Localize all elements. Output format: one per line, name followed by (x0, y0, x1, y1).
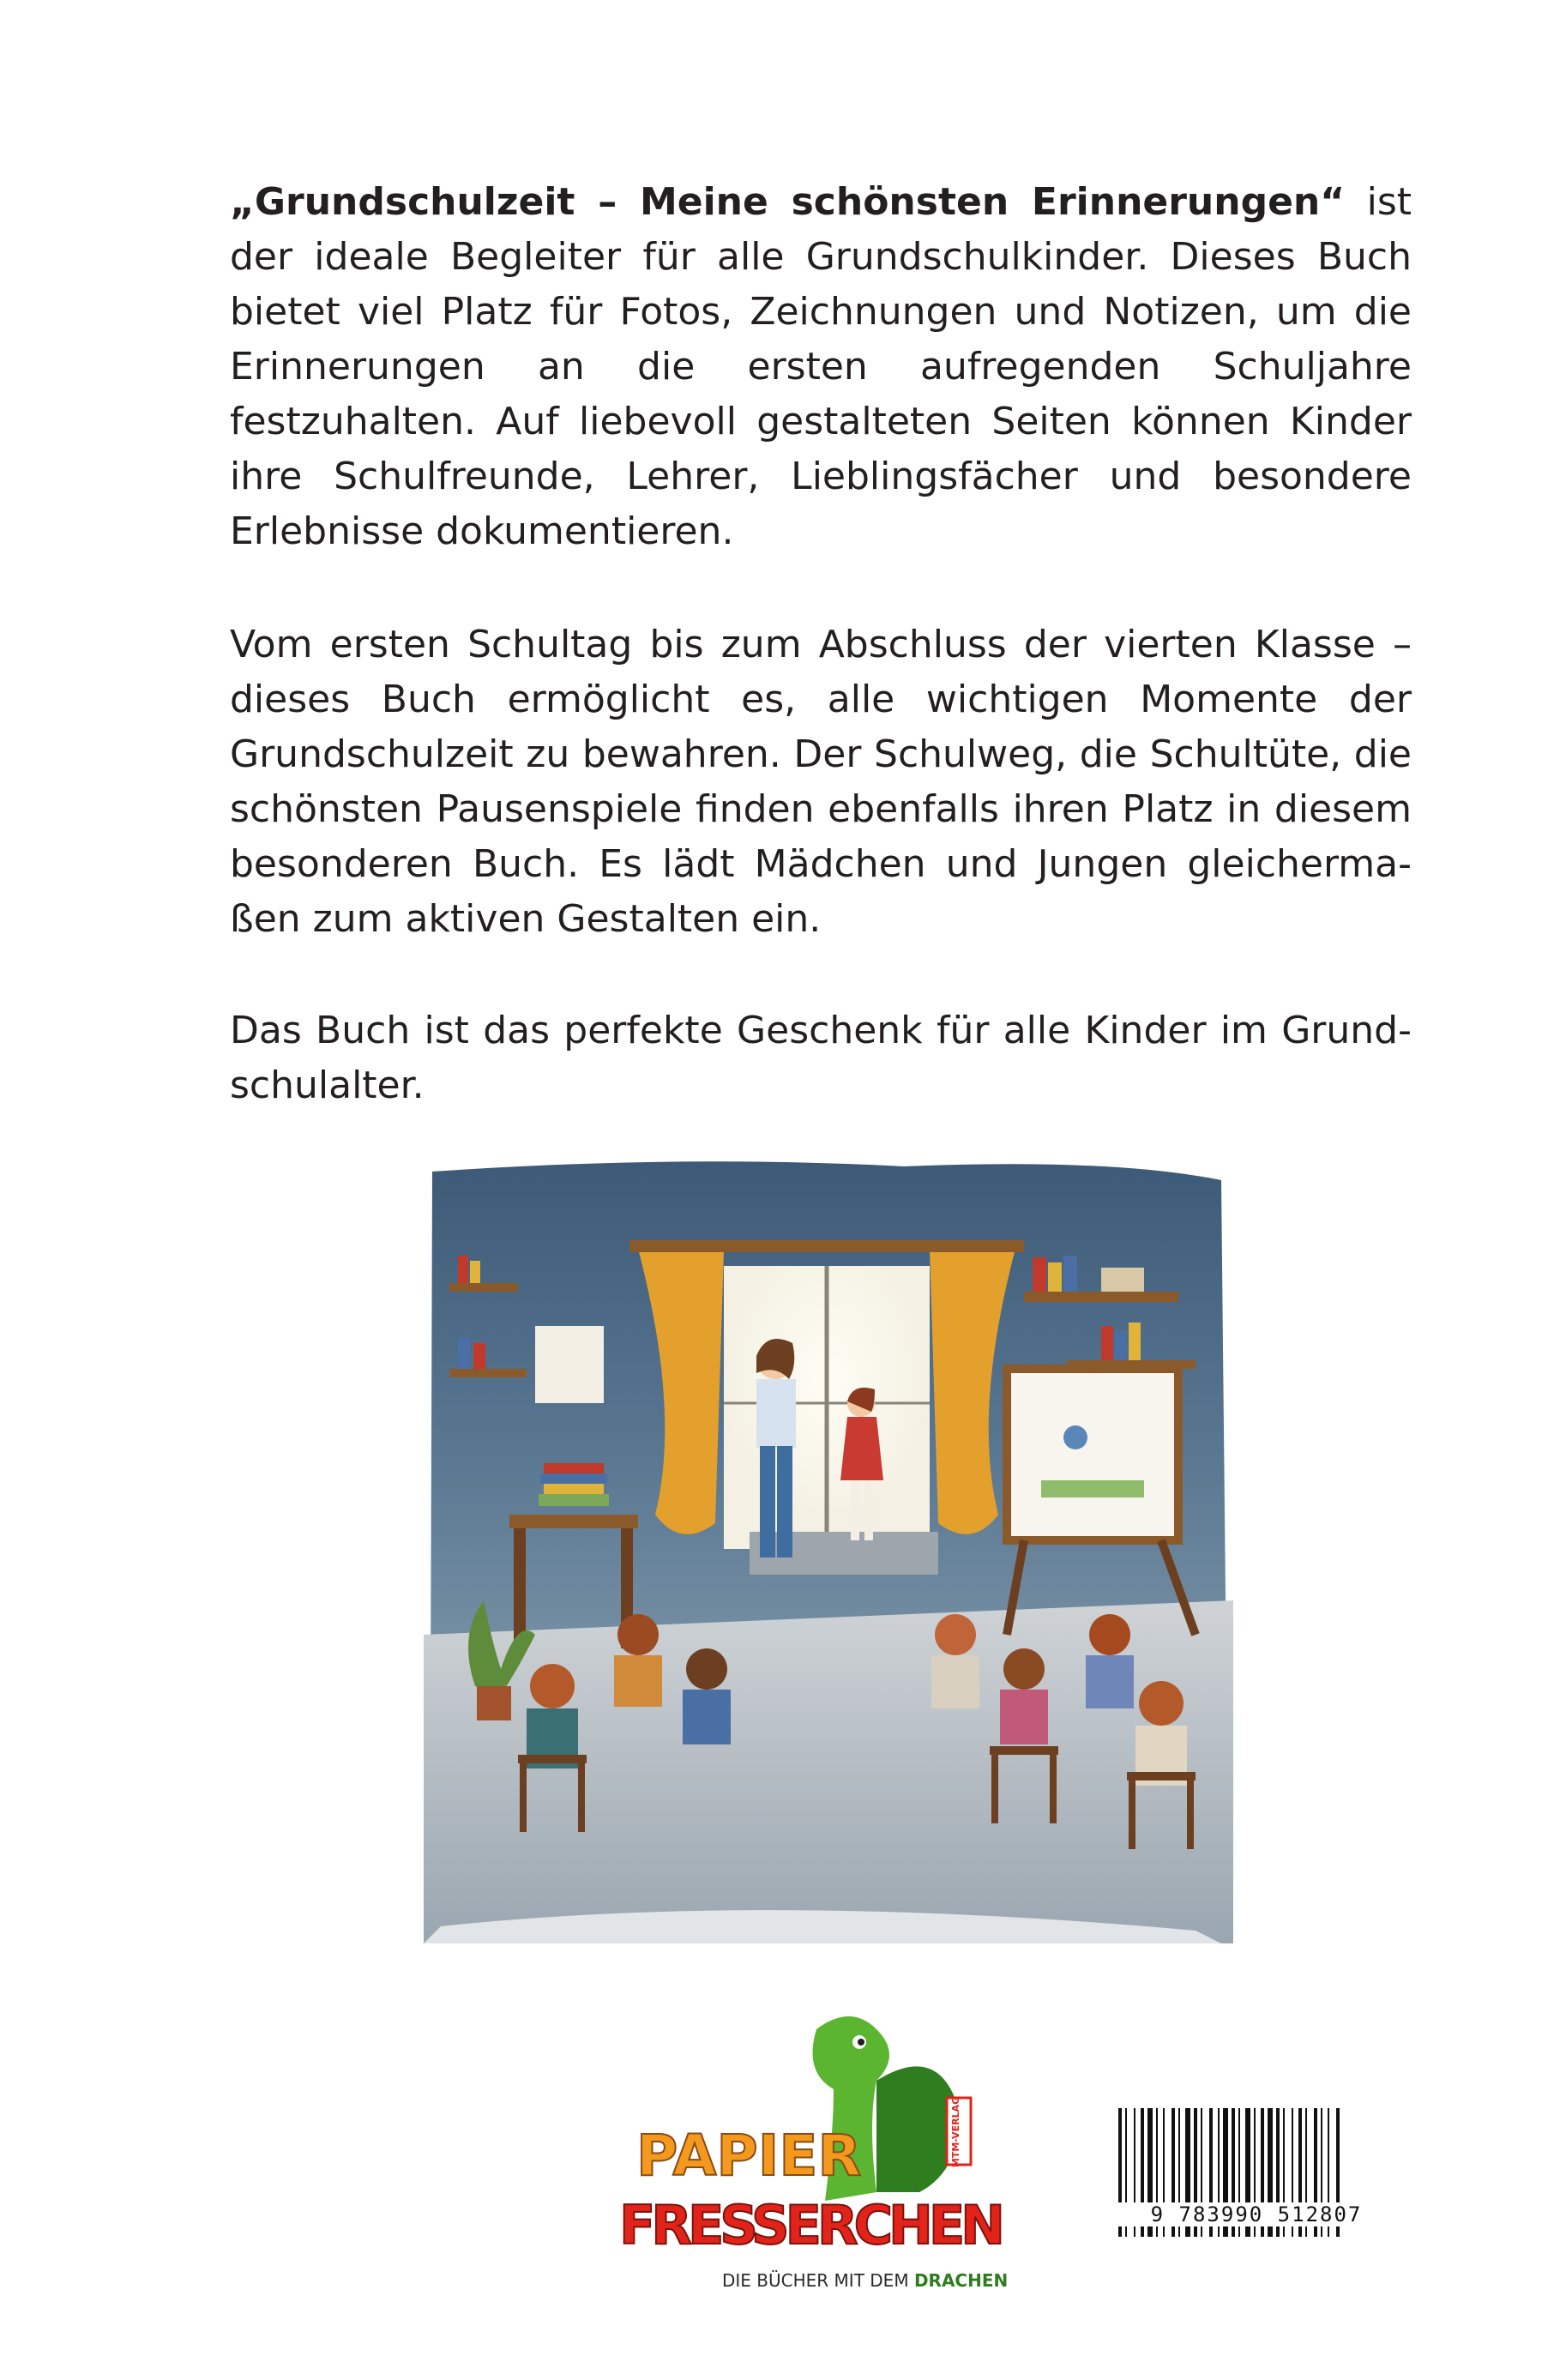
svg-text:MTM-VERLAG: MTM-VERLAG (950, 2096, 961, 2168)
publisher-logo (619, 2003, 1014, 2329)
logo-badge (947, 2097, 971, 2167)
paragraph-closing (230, 1003, 1412, 1113)
classroom-illustration (424, 1154, 1233, 1943)
paragraph-description-text: Vom ersten Schultag bis zum Abschluss der vierten Klasse – dieses Buch ermöglicht es, alle wichtigen Momente der Grundschulzeit zu bewahren. Der Schulweg, die Schultüte, die schönsten Pausenspiele finden ebenfalls ihren Platz in diesem besonderen Buch. Es lädt Mädchen und Jungen gleichermaßen zum aktiven Gestalten ein. (230, 623, 1412, 941)
logo-line2: FRESSERCHEN (619, 2194, 1005, 2256)
paragraph-intro-text: ist der ideale Begleiter für alle Grundschulkinder. Dieses Buch bietet viel Platz für Fotos, Zeichnungen und Notizen, um die Erinnerungen an die ersten aufregenden Schuljahre festzuhalten. Auf liebevoll gestalteten Seiten können Kinder ihre Schulfreunde, Lehrer, Lieblingsfächer und besondere Erlebnisse dokumentieren. (230, 180, 1412, 553)
logo-tagline-highlight: DRACHEN (913, 2270, 1009, 2291)
logo-tagline: DIE BÜCHER MIT DEM (722, 2270, 909, 2291)
paragraph-intro (230, 175, 1412, 559)
paragraph-closing-text: Das Buch ist das perfekte Geschenk für alle Kinder im Grundschulalter. (230, 1009, 1412, 1107)
book-title: „Grundschulzeit – Meine schönsten Erinnerungen“ (230, 180, 1346, 224)
logo-line1: PAPIER (636, 2123, 862, 2189)
isbn-digits: 9 783990 512807 (1106, 2202, 1406, 2226)
paragraph-description (230, 618, 1412, 947)
svg-text:DIE BÜCHER MIT DEM DRACHEN (722, 2270, 1008, 2291)
